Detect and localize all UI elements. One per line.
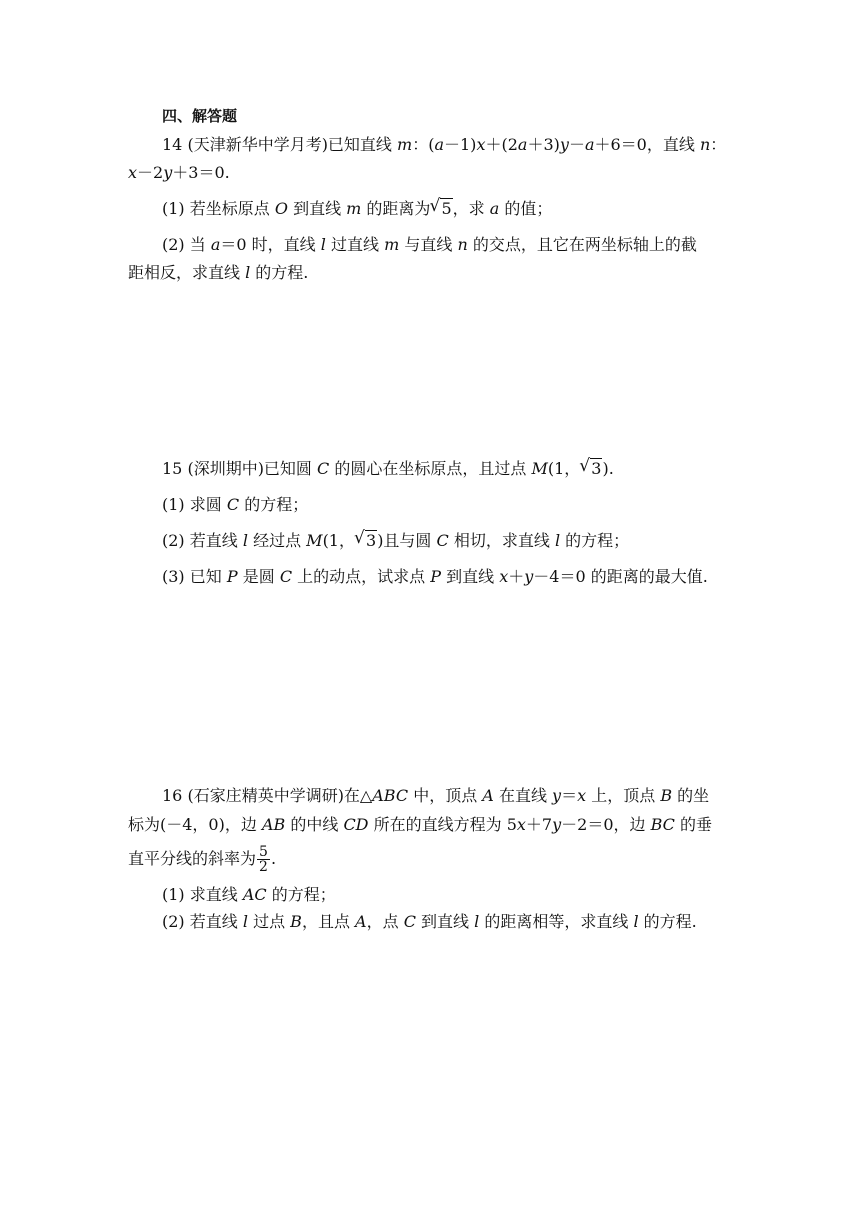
var-CD: CD	[343, 815, 369, 834]
text: ＋3)	[527, 135, 560, 154]
q16-part2	[162, 910, 697, 934]
text: ：(	[412, 135, 435, 154]
text: 到直线	[415, 912, 475, 931]
sqrt-symbol	[430, 197, 452, 221]
var-C: C	[226, 495, 240, 514]
part-label: (2)	[162, 912, 185, 931]
text: －2	[137, 163, 164, 182]
text: 的垂	[674, 815, 712, 834]
q15-part1	[162, 493, 308, 517]
var-P: P	[226, 567, 238, 586]
text: －4＝0 的距离的最大值.	[533, 567, 708, 586]
text: ，且点	[301, 912, 356, 931]
var-C: C	[403, 912, 416, 931]
text: 的方程；	[239, 495, 309, 514]
text: ).	[602, 459, 614, 478]
var-AC: AC	[242, 885, 267, 904]
text: 的方程.	[638, 912, 697, 931]
radicand: 5	[441, 199, 452, 218]
q14-part2-line2	[128, 261, 308, 285]
q16-stem-line2	[128, 813, 712, 837]
var-l: l	[242, 531, 248, 550]
var-C: C	[436, 531, 449, 550]
part-label: (1)	[162, 495, 185, 514]
text: －2＝0，边	[561, 815, 651, 834]
fraction-numerator: 5	[259, 844, 268, 860]
text: 中，顶点	[408, 786, 483, 805]
text: 上的动点，试求点	[292, 567, 431, 586]
q16-source: 16 (石家庄精英中学调研)在△	[162, 786, 373, 805]
radicand: 3	[366, 531, 377, 550]
text: 的方程；	[266, 885, 336, 904]
var-x: x	[516, 815, 526, 834]
q16-stem-line3	[128, 843, 276, 875]
text: ，点	[366, 912, 404, 931]
text: 若坐标原点	[184, 199, 275, 218]
text: 距相反，求直线	[128, 263, 246, 282]
var-x: x	[128, 163, 138, 182]
q14-part2-line1	[162, 233, 697, 257]
text: －1)	[444, 135, 477, 154]
var-n: n	[699, 135, 711, 154]
text: 直平分线的斜率为	[128, 849, 257, 868]
text: 已知	[184, 567, 227, 586]
text: ，求	[452, 199, 490, 218]
text: 上，顶点	[586, 786, 661, 805]
q16-part1	[162, 883, 336, 907]
text: 求圆	[184, 495, 227, 514]
var-C: C	[279, 567, 293, 586]
text: 求直线	[184, 885, 243, 904]
var-m: m	[346, 199, 362, 218]
sqrt-symbol	[580, 457, 602, 481]
q15-part2	[162, 529, 629, 553]
q14-stem-line1	[162, 133, 726, 157]
var-A: A	[482, 786, 494, 805]
var-x: x	[476, 135, 486, 154]
var-y: y	[163, 163, 173, 182]
var-l: l	[474, 912, 480, 931]
text: ＝0 时，直线	[220, 235, 321, 254]
part-label: (2)	[162, 531, 185, 550]
text: ＋6＝0，直线	[594, 135, 700, 154]
text: .	[270, 849, 277, 868]
text: 是圆	[237, 567, 280, 586]
var-a: a	[210, 235, 221, 254]
text: ＋	[508, 567, 525, 586]
var-O: O	[274, 199, 288, 218]
text: 若直线	[184, 531, 243, 550]
text: ：	[710, 135, 727, 154]
text: 若直线	[184, 912, 243, 931]
text: 的交点，且它在两坐标轴上的截	[467, 235, 697, 254]
text: 到直线	[441, 567, 500, 586]
fraction-denominator: 2	[259, 859, 268, 875]
var-M: M	[531, 459, 548, 478]
text: 在直线	[493, 786, 553, 805]
text: (1，	[322, 531, 355, 550]
text: 的方程.	[250, 263, 309, 282]
text: 过点	[247, 912, 291, 931]
var-m: m	[384, 235, 400, 254]
var-y: y	[559, 135, 569, 154]
text: ＝	[561, 786, 578, 805]
var-A: A	[355, 912, 367, 931]
var-ABC: ABC	[372, 786, 409, 805]
text: 过直线	[325, 235, 385, 254]
var-l: l	[554, 531, 561, 550]
var-AB: AB	[261, 815, 286, 834]
var-y: y	[552, 815, 562, 834]
var-y: y	[524, 567, 534, 586]
var-a: a	[489, 199, 500, 218]
text: 的距离为	[361, 199, 431, 218]
var-a: a	[584, 135, 595, 154]
q15-part3	[162, 565, 708, 589]
var-l: l	[242, 912, 248, 931]
q15-stem	[162, 457, 614, 481]
text: 所在的直线方程为 5	[368, 815, 517, 834]
q15-source: 15 (深圳期中)已知圆	[162, 459, 318, 478]
text: 的方程；	[560, 531, 630, 550]
q14-part1	[162, 197, 552, 221]
var-a: a	[517, 135, 528, 154]
var-B: B	[660, 786, 673, 805]
fraction	[257, 845, 270, 874]
var-l: l	[245, 263, 251, 282]
var-M: M	[306, 531, 323, 550]
sqrt-symbol	[355, 529, 377, 553]
text: ＋3＝0.	[172, 163, 230, 182]
text: 标为(－4，0)，边	[128, 815, 262, 834]
part-label: (1)	[162, 885, 185, 904]
var-l: l	[633, 912, 639, 931]
part-label: (2)	[162, 235, 185, 254]
text: 的值；	[499, 199, 553, 218]
text: ＋7	[525, 815, 553, 834]
radicand: 3	[591, 459, 602, 478]
part-label: (1)	[162, 199, 185, 218]
var-m: m	[397, 135, 413, 154]
text: 的中线	[285, 815, 344, 834]
var-a: a	[434, 135, 444, 154]
var-x: x	[577, 786, 587, 805]
text: (1，	[547, 459, 581, 478]
part-label: (3)	[162, 567, 185, 586]
var-x: x	[499, 567, 509, 586]
var-y: y	[552, 786, 562, 805]
q16-stem-line1	[162, 784, 709, 808]
var-C: C	[317, 459, 330, 478]
text: 到直线	[287, 199, 347, 218]
q14-source: 14 (天津新华中学月考)已知直线	[162, 135, 398, 154]
text: )且与圆	[377, 531, 437, 550]
section-heading: 四、解答题	[162, 107, 238, 125]
var-l: l	[320, 235, 326, 254]
var-B: B	[290, 912, 302, 931]
var-n: n	[457, 235, 468, 254]
q14-stem-line2	[128, 161, 230, 185]
text: ＋(2	[485, 135, 518, 154]
text: 相切，求直线	[448, 531, 555, 550]
text: 的距离相等，求直线	[479, 912, 634, 931]
text: 的圆心在坐标原点，且过点	[329, 459, 532, 478]
text: 与直线	[399, 235, 458, 254]
var-P: P	[430, 567, 442, 586]
text: 经过点	[247, 531, 307, 550]
text: 当	[184, 235, 211, 254]
text: －	[568, 135, 585, 154]
text: 的坐	[672, 786, 710, 805]
var-BC: BC	[650, 815, 675, 834]
